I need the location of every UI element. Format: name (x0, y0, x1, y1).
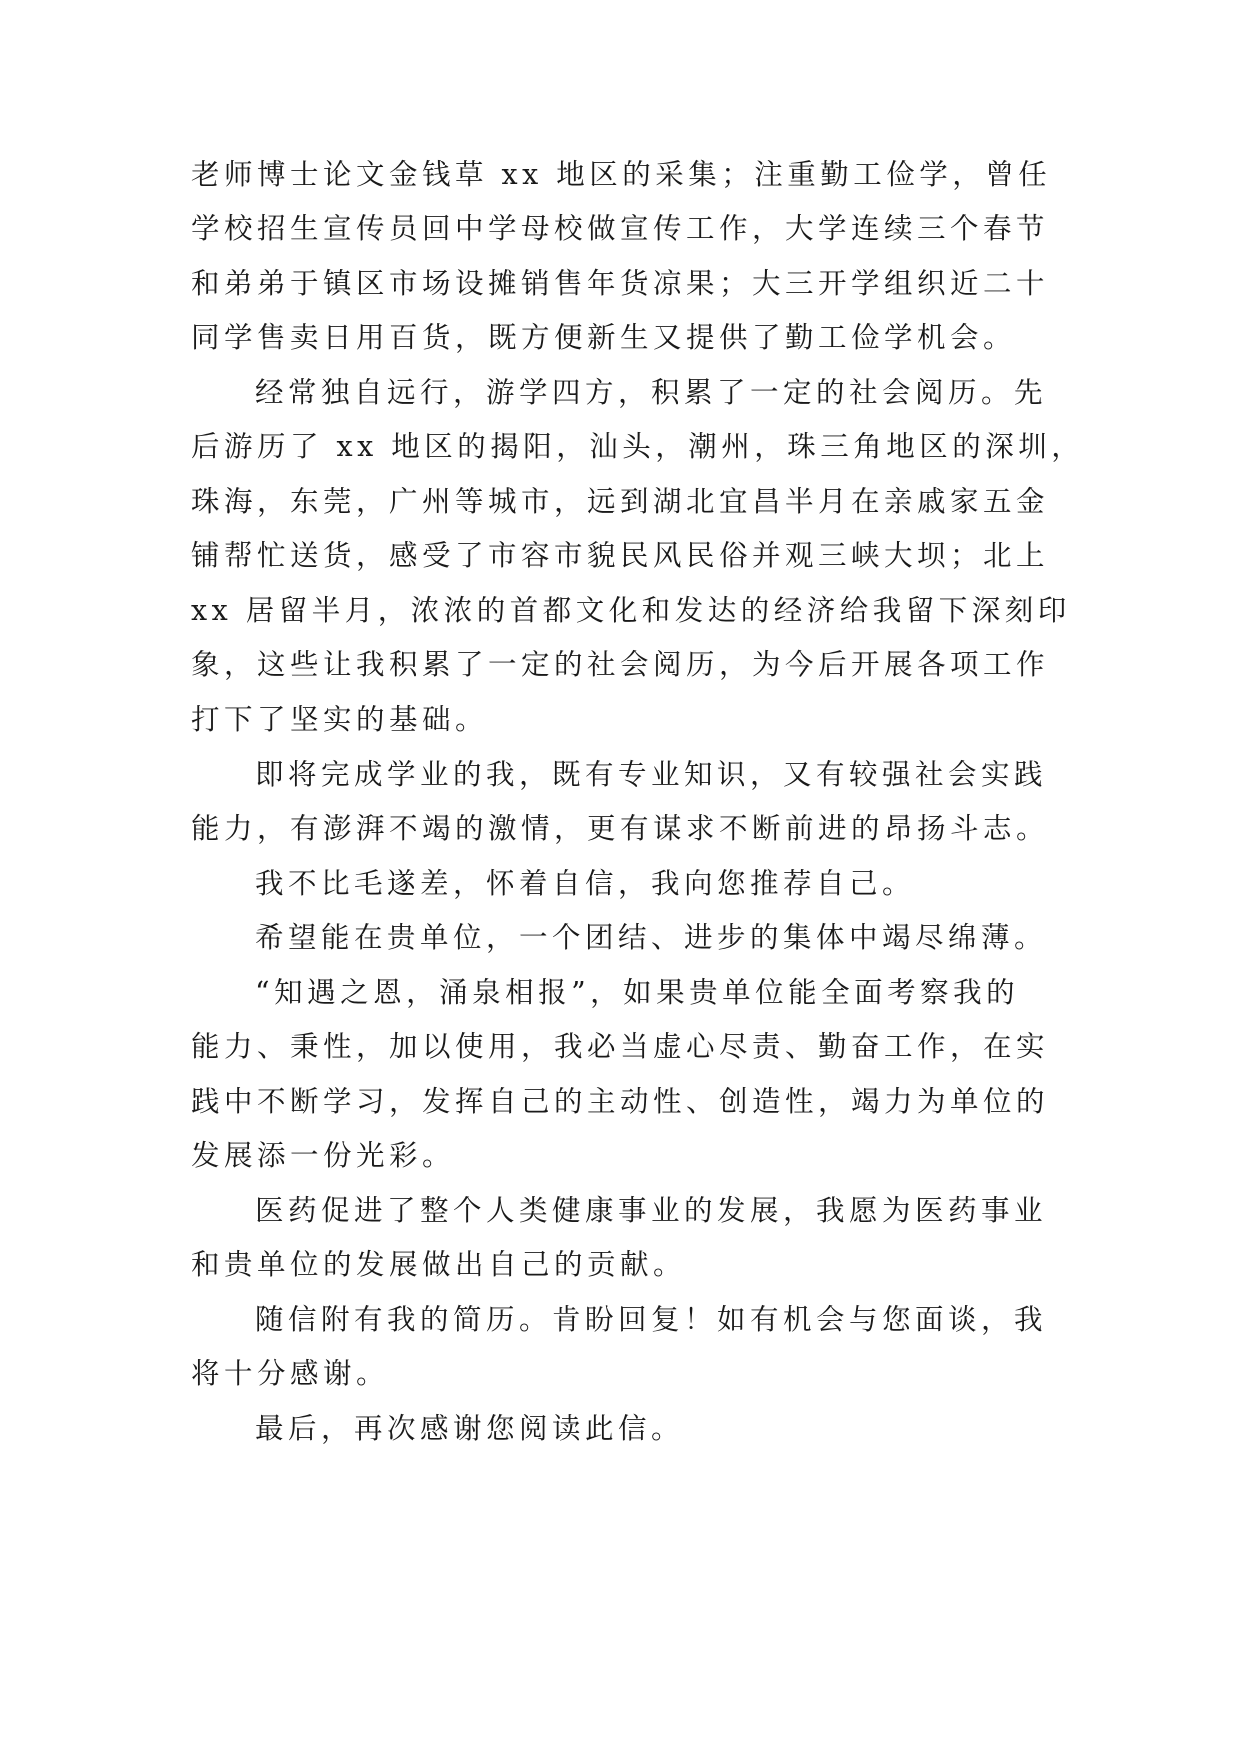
text-line: 打下了坚实的基础。 (191, 703, 489, 736)
text-line: 和贵单位的发展做出自己的贡献。 (191, 1248, 687, 1281)
text-line: 老师博士论文金钱草 xx 地区的采集；注重勤工俭学，曾任 (191, 158, 1052, 191)
paragraph-first-line: 最后，再次感谢您阅读此信。 (255, 1412, 685, 1445)
text-line: 能力，有澎湃不竭的激情，更有谋求不断前进的昂扬斗志。 (191, 812, 1050, 845)
paragraph-first-line: “知遇之恩，涌泉相报”，如果贵单位能全面考察我的 (255, 976, 1020, 1009)
text-line: 珠海，东莞，广州等城市，远到湖北宜昌半月在亲戚家五金 (191, 485, 1050, 518)
text-line: 同学售卖日用百货，既方便新生又提供了勤工俭学机会。 (191, 321, 1017, 354)
paragraph-first-line: 医药促进了整个人类健康事业的发展，我愿为医药事业 (255, 1194, 1048, 1227)
text-line: 铺帮忙送货，感受了市容市貌民风民俗并观三峡大坝；北上 (191, 539, 1050, 572)
text-line: 践中不断学习，发挥自己的主动性、创造性，竭力为单位的 (191, 1085, 1050, 1118)
text-line: 能力、秉性，加以使用，我必当虚心尽责、勤奋工作，在实 (191, 1030, 1050, 1063)
paragraph-first-line: 即将完成学业的我，既有专业知识，又有较强社会实践 (255, 758, 1048, 791)
paragraph-first-line: 希望能在贵单位，一个团结、进步的集体中竭尽绵薄。 (255, 921, 1048, 954)
paragraph-first-line: 随信附有我的简历。肯盼回复！如有机会与您面谈，我 (255, 1303, 1048, 1336)
text-line: 学校招生宣传员回中学母校做宣传工作，大学连续三个春节 (191, 212, 1050, 245)
text-line: 象，这些让我积累了一定的社会阅历，为今后开展各项工作 (191, 648, 1050, 681)
text-line: 将十分感谢。 (191, 1357, 390, 1390)
text-line: 发展添一份光彩。 (191, 1139, 456, 1172)
text-line: xx 居留半月，浓浓的首都文化和发达的经济给我留下深刻印 (191, 594, 1071, 627)
text-line: 后游历了 xx 地区的揭阳，汕头，潮州，珠三角地区的深圳， (191, 430, 1085, 463)
paragraph-first-line: 经常独自远行，游学四方，积累了一定的社会阅历。先 (255, 376, 1048, 409)
text-line: 和弟弟于镇区市场设摊销售年货凉果；大三开学组织近二十 (191, 267, 1050, 300)
paragraph-first-line: 我不比毛遂差，怀着自信，我向您推荐自己。 (255, 867, 916, 900)
